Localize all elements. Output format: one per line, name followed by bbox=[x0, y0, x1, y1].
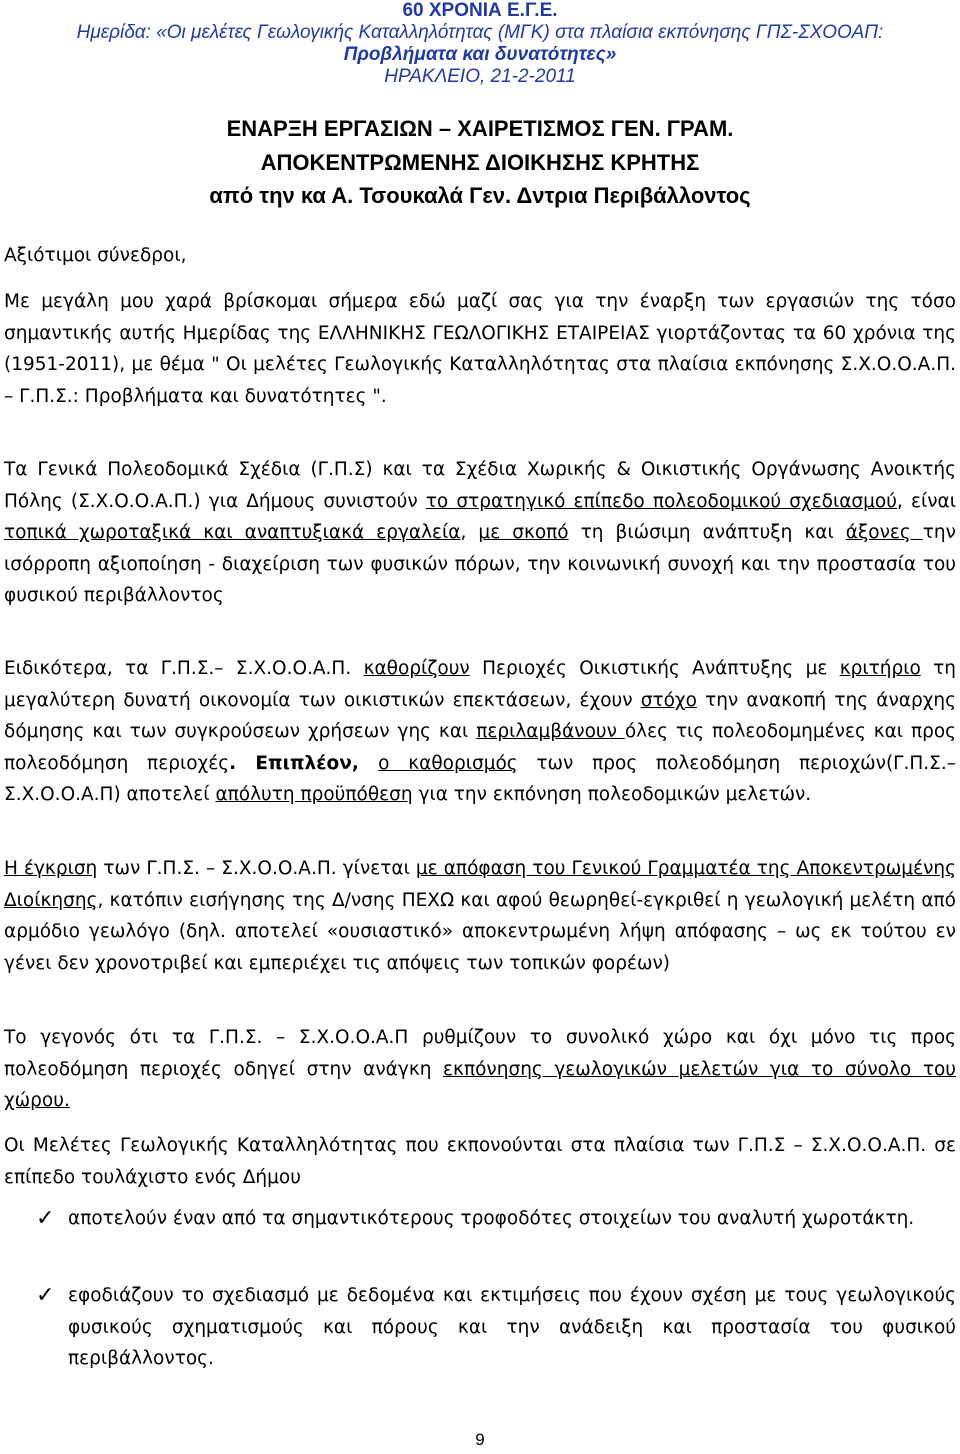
title-line-2: ΑΠΟΚΕΝΤΡΩΜΕΝΗΣ ΔΙΟΙΚΗΣΗΣ ΚΡΗΤΗΣ bbox=[260, 150, 700, 175]
paragraph-approval: Η έγκριση των Γ.Π.Σ. – Σ.Χ.Ο.Ο.Α.Π. γίνεται με απόφαση του Γενικού Γραμματέα της Αποκεντρωμένης Διοίκησης, κατόπιν εισήγησης της Δ/νσης ΠΕΧΩ και αφού θεωρηθεί-εγκριθεί η γεωλογική μελέτη από αρμόδιο γεωλόγο (δηλ. αποτελεί «ουσιαστικό» αποκεντρωμένη λήψη απόφασης – ως εκ τούτου εν γένει δεν χρονοτριβεί και εμπεριέχει τις απόψεις των τοπικών φορέων) bbox=[4, 858, 956, 974]
check-icon: ✓ bbox=[36, 1206, 55, 1231]
paragraph-specifics: Ειδικότερα, τα Γ.Π.Σ.– Σ.Χ.Ο.Ο.Α.Π. καθορίζουν Περιοχές Οικιστικής Ανάπτυξης με κριτήριο τη μεγαλύτερη δυνατή οικονομία των οικιστικών επεκτάσεων, έχουν στόχο την ανακοπή της άναρχης δόμησης και των συγκρούσεων χρήσεων γης και περιλαμβάνουν όλες τις πολεοδομημένες και προς πολεοδόμηση περιοχές. Επιπλέον, ο καθορισμός των προς πολεοδόμηση περιοχών(Γ.Π.Σ.–Σ.Χ.Ο.Ο.Α.Π) αποτελεί απόλυτη προϋπόθεση για την εκπόνηση πολεοδομικών μελετών. bbox=[4, 658, 957, 806]
title-line-3: από την κα Α. Τσουκαλά Γεν. Δντρια Περιβάλλοντος bbox=[209, 183, 751, 208]
page-number: 9 bbox=[475, 1430, 485, 1449]
greeting: Αξιότιμοι σύνεδροι, bbox=[4, 245, 187, 266]
paragraph-studies: Οι Μελέτες Γεωλογικής Καταλληλότητας που εκπονούνται στα πλαίσια των Γ.Π.Σ – Σ.Χ.Ο.Ο.Α.Π. σε επίπεδο τουλάχιστο ενός Δήμου bbox=[4, 1135, 956, 1188]
paragraph-whole-area: Το γεγονός ότι τα Γ.Π.Σ. – Σ.Χ.Ο.Ο.Α.Π ρυθμίζουν το συνολικό χώρο και όχι μόνο τις προς πολεοδόμηση περιοχές οδηγεί στην ανάγκη εκπόνησης γεωλογικών μελετών για το σύνολο του χώρου. bbox=[4, 1027, 956, 1112]
check-icon: ✓ bbox=[36, 1283, 55, 1308]
paragraph-intro: Με μεγάλη μου χαρά βρίσκομαι σήμερα εδώ μαζί σας για την έναρξη των εργασιών της τόσο σημαντικής αυτής Ημερίδας της ΕΛΛΗΝΙΚΗΣ ΓΕΩΛΟΓΙΚΗΣ ΕΤΑΙΡΕΙΑΣ γιορτάζοντας τα 60 χρόνια της (1951-2011), με θέμα " Οι μελέτες Γεωλογικής Καταλληλότητας στα πλαίσια εκπόνησης Σ.Χ.Ο.Ο.Α.Π. – Γ.Π.Σ.: Προβλήματα και δυνατότητες ". bbox=[4, 291, 956, 407]
list-item: εφοδιάζουν το σχεδιασμό με δεδομένα και εκτιμήσεις που έχουν σχέση με τους γεωλογικούς φυσικούς σχηματισμούς και πόρους και την ανάδειξη και προστασία του φυσικού περιβάλλοντος. bbox=[68, 1285, 956, 1370]
paragraph-gps-definition: Τα Γενικά Πολεοδομικά Σχέδια (Γ.Π.Σ) και τα Σχέδια Χωρικής & Οικιστικής Οργάνωσης Ανοικτής Πόλης (Σ.Χ.Ο.Ο.Α.Π.) για Δήμους συνιστούν το στρατηγικό επίπεδο πολεοδομικού σχεδιασμού, είναι τοπικά χωροταξικά και αναπτυξιακά εργαλεία, με σκοπό τη βιώσιμη ανάπτυξη και άξονες την ισόρροπη αξιοποίηση - διαχείριση των φυσικών πόρων, την κοινωνική συνοχή και την προστασία του φυσικού περιβάλλοντος bbox=[4, 459, 956, 607]
header-event-title: Ημερίδα: «Οι μελέτες Γεωλογικής Καταλληλότητας (ΜΓΚ) στα πλαίσια εκπόνησης ΓΠΣ-ΣΧΟΟΑΠ: bbox=[76, 22, 884, 43]
header-place-date: ΗΡΑΚΛΕΙΟ, 21-2-2011 bbox=[384, 66, 576, 87]
header-anniversary: 60 ΧΡΟΝΙΑ Ε.Γ.Ε. bbox=[402, 0, 558, 21]
list-item: αποτελούν έναν από τα σημαντικότερους τροφοδότες στοιχείων του αναλυτή χωροτάκτη. bbox=[68, 1208, 915, 1229]
title-line-1: ΕΝΑΡΞΗ ΕΡΓΑΣΙΩΝ – ΧΑΙΡΕΤΙΣΜΟΣ ΓΕΝ. ΓΡΑΜ. bbox=[226, 116, 734, 141]
header-event-subtitle: Προβλήματα και δυνατότητες» bbox=[343, 44, 617, 65]
